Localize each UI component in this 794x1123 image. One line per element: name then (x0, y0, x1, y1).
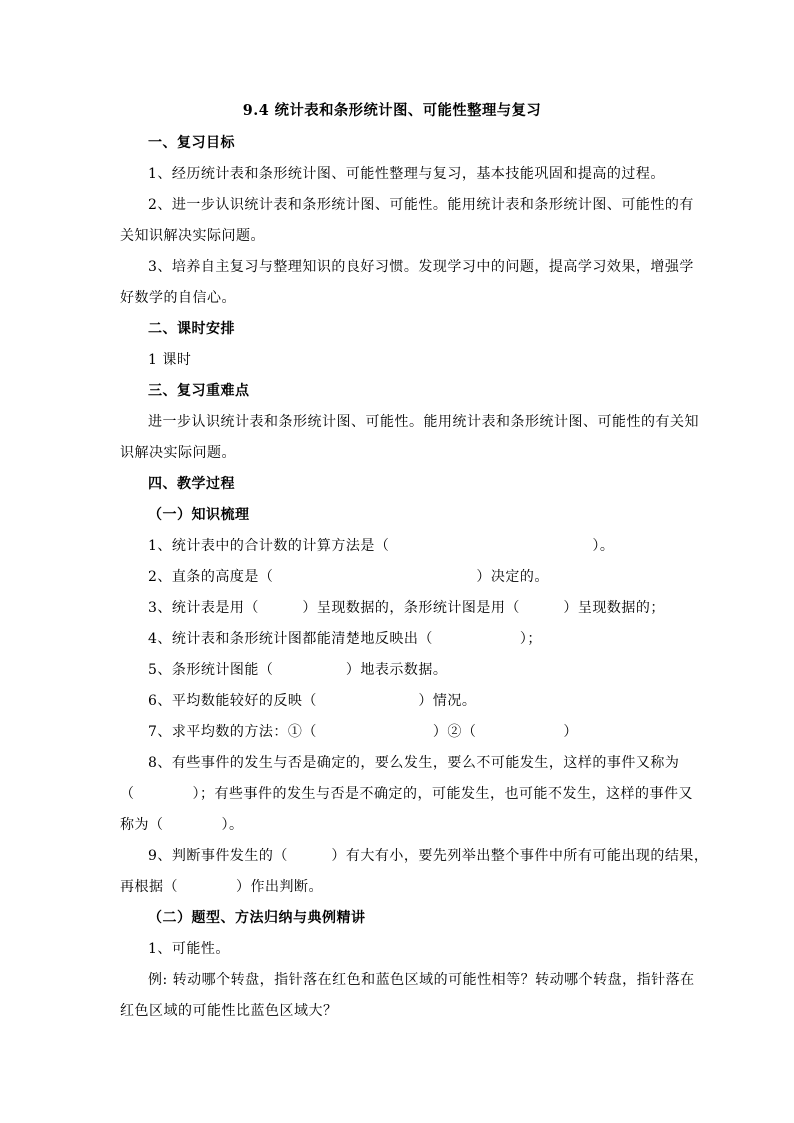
paragraph-line: 进一步认识统计表和条形统计图、可能性。能用统计表和条形统计图、可能性的有关知 (148, 414, 699, 430)
question-line: 8、有些事件的发生与否是确定的，要么发生，要么不可能发生，这样的事件又称为 (148, 755, 680, 771)
question-line: 5、条形统计图能（ ）地表示数据。 (148, 662, 448, 678)
question-line: 4、统计表和条形统计图都能清楚地反映出（ ）； (148, 631, 542, 647)
paragraph-line: 3、培养自主复习与整理知识的良好习惯。发现学习中的问题，提高学习效果，增强学 (148, 259, 694, 275)
subsection-heading: （二）题型、方法归纳与典例精讲 (148, 910, 366, 926)
paragraph-line: 1 课时 (148, 352, 192, 368)
paragraph-line: 关知识解决实际问题。 (120, 228, 265, 244)
question-line: 6、平均数能较好的反映（ ）情况。 (148, 693, 477, 709)
section-heading: 一、复习目标 (148, 135, 235, 151)
paragraph-line: 例: 转动哪个转盘，指针落在红色和蓝色区域的可能性相等？转动哪个转盘，指针落在 (148, 972, 695, 988)
paragraph-line: 1、可能性。 (148, 941, 230, 957)
question-line: 1、统计表中的合计数的计算方法是（ ）。 (148, 538, 615, 554)
paragraph-line: 好数学的自信心。 (120, 290, 236, 306)
question-line: 9、判断事件发生的（ ）有大有小，要先列举出整个事件中所有可能出现的结果， (148, 848, 709, 864)
paragraph-line: 红色区域的可能性比蓝色区域大？ (120, 1003, 338, 1019)
section-heading: 二、课时安排 (148, 321, 235, 337)
page-title: 9.4 统计表和条形统计图、可能性整理与复习 (242, 102, 542, 119)
question-line: （ ）；有些事件的发生与否是不确定的，可能发生，也可能不发生，这样的事件又 (120, 786, 693, 802)
question-line: 3、统计表是用（ ）呈现数据的，条形统计图是用（ ）呈现数据的； (148, 600, 665, 616)
question-line: 2、直条的高度是（ ）决定的。 (148, 569, 549, 585)
question-line: 再根据（ ）作出判断。 (120, 879, 323, 895)
subsection-heading: （一）知识梳理 (148, 507, 250, 523)
section-heading: 三、复习重难点 (148, 383, 250, 399)
paragraph-line: 2、进一步认识统计表和条形统计图、可能性。能用统计表和条形统计图、可能性的有 (148, 197, 694, 213)
paragraph-line: 1、经历统计表和条形统计图、可能性整理与复习，基本技能巩固和提高的过程。 (148, 166, 665, 182)
question-line: 称为（ ）。 (120, 817, 244, 833)
section-heading: 四、教学过程 (148, 476, 235, 492)
question-line: 7、求平均数的方法：①（ ）②（ ） (148, 724, 578, 740)
paragraph-line: 识解决实际问题。 (120, 445, 236, 461)
